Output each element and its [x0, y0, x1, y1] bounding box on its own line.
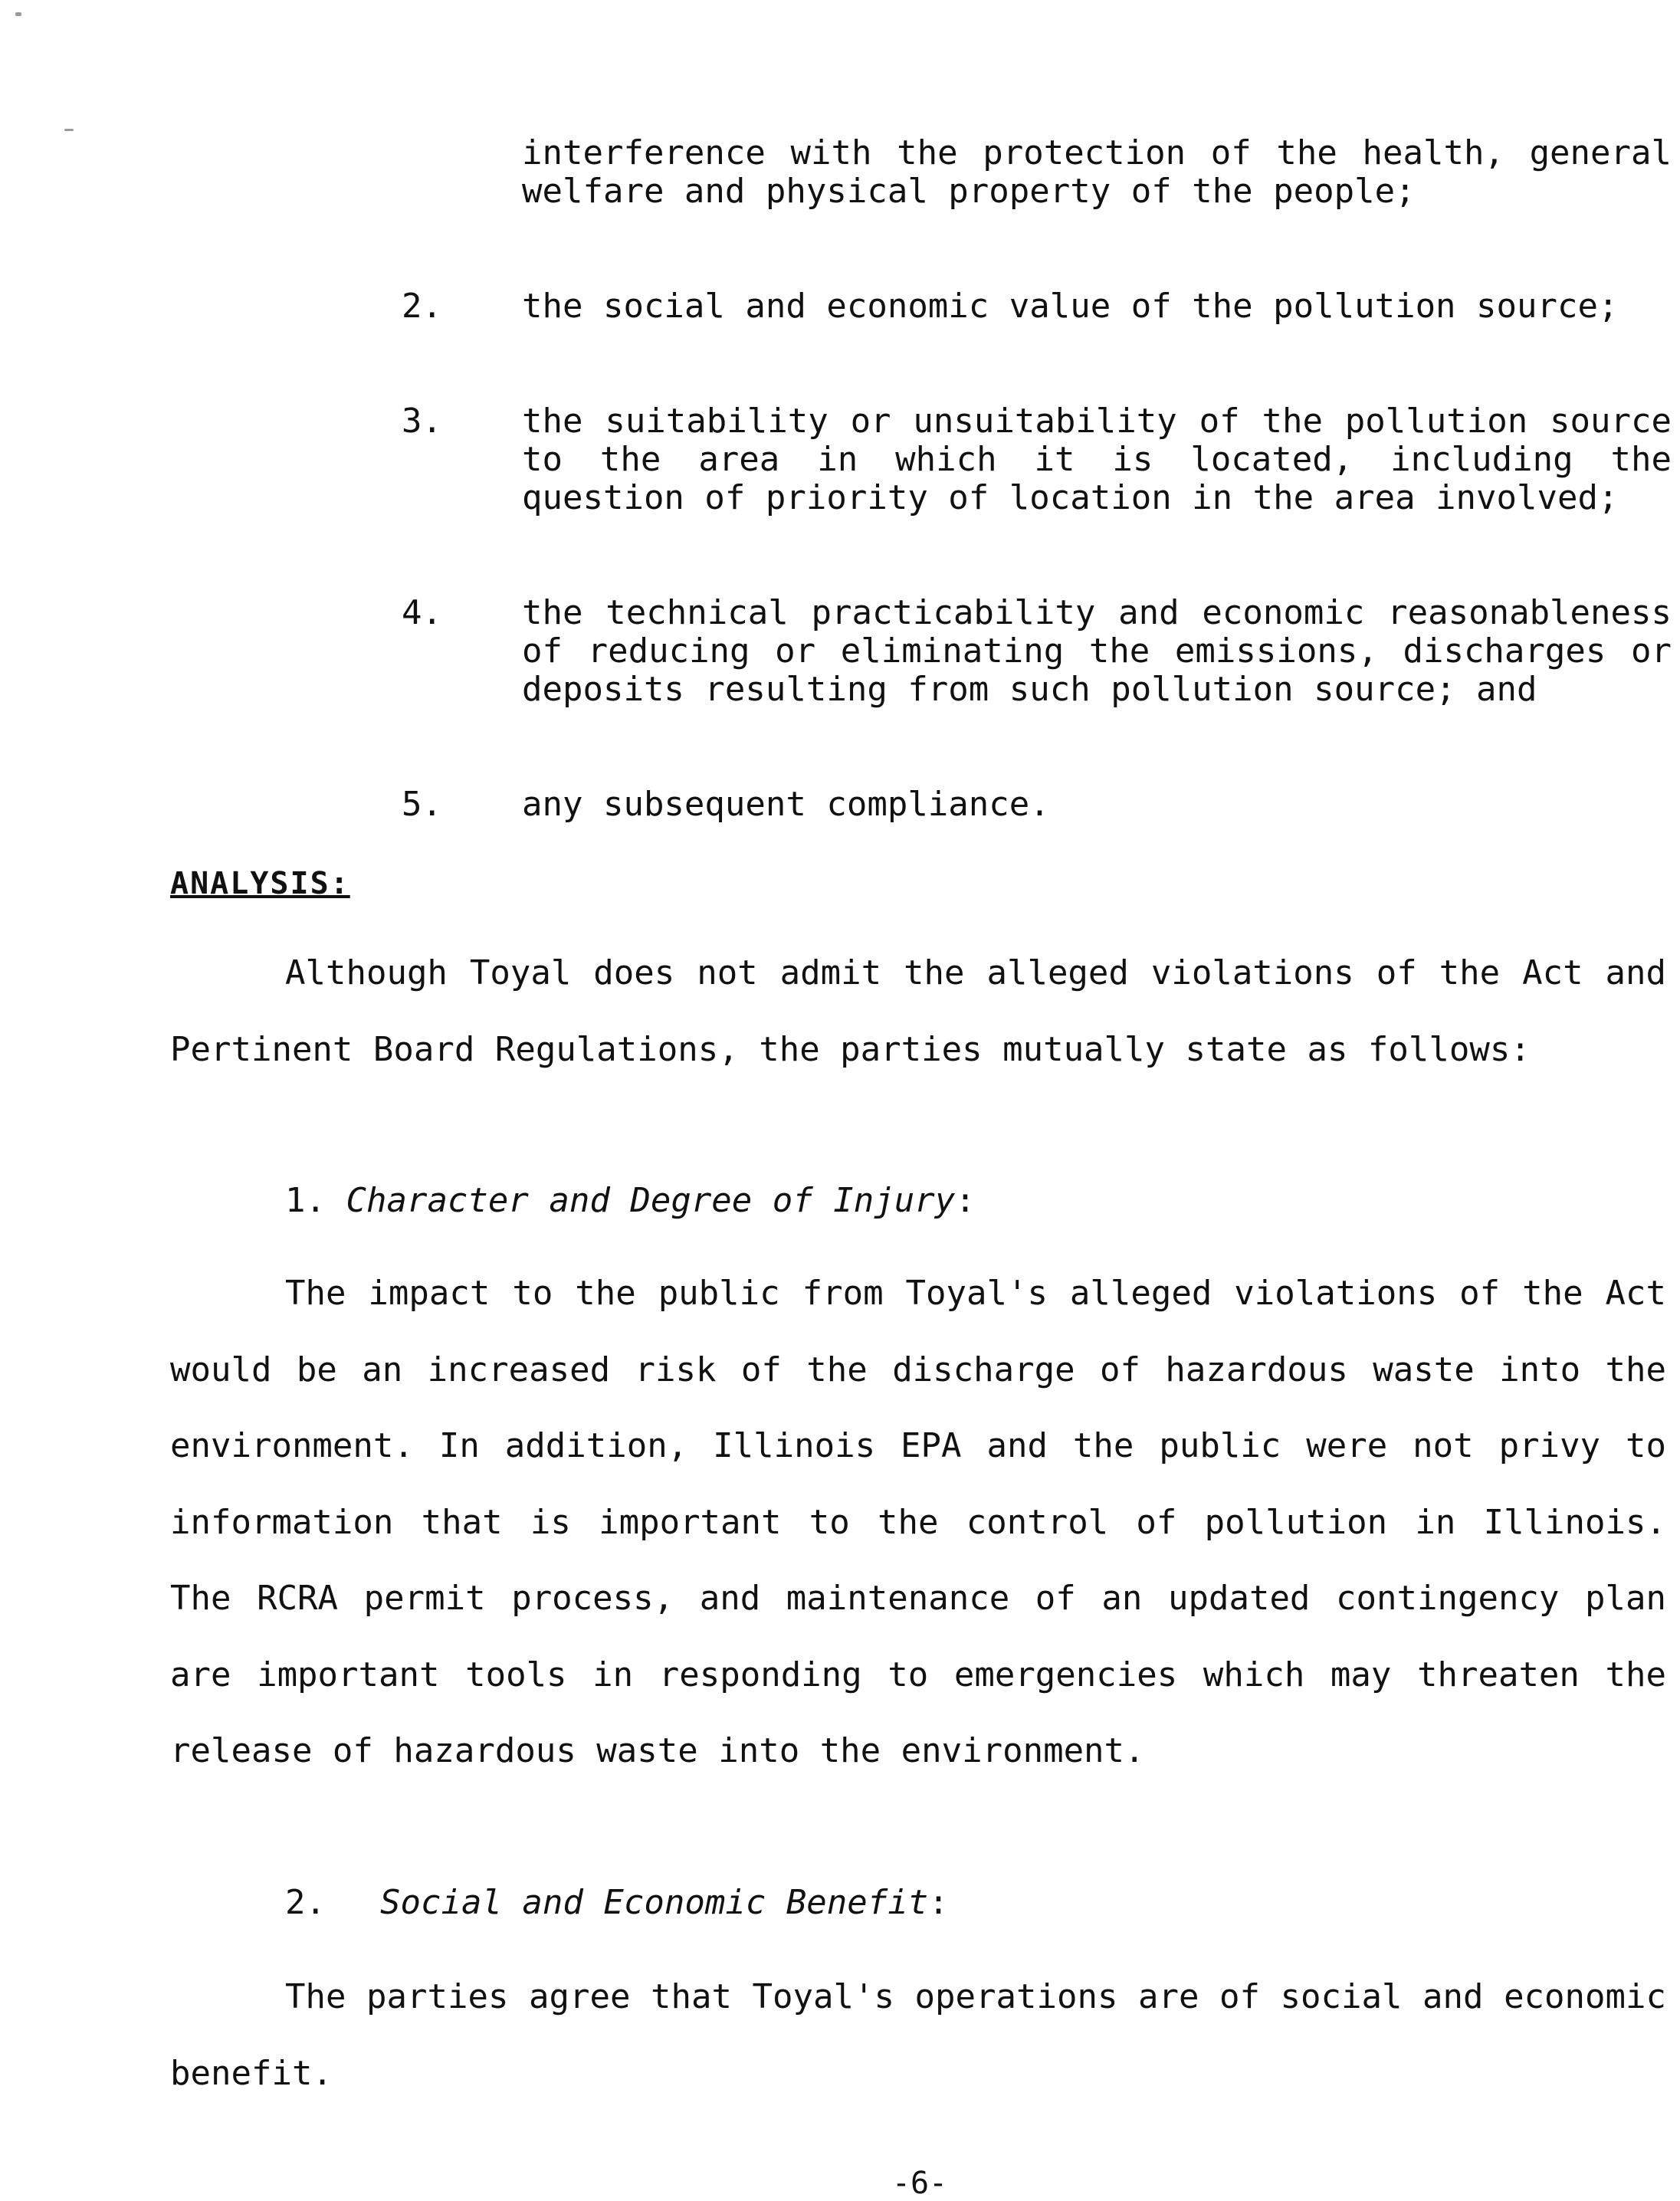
analysis-intro-paragraph: Although Toyal does not admit the alleged violations of the Act and Pertinent Board Regulations, the parties mutually state as follows: — [170, 953, 1666, 1069]
section-title: Social and Economic Benefit — [380, 1883, 929, 1922]
list-item-number: 2. — [402, 287, 442, 326]
analysis-heading: ANALYSIS: — [170, 866, 350, 901]
section-number: 1. — [285, 1181, 326, 1220]
list-item-text: the technical practicability and economic reasonableness of reducing or eliminating the emissions, discharges or deposits resulting from such pollution source; and — [522, 593, 1672, 709]
section-1-body: The impact to the public from Toyal's alleged violations of the Act would be an increased risk of the discharge of hazardous waste into the environment. In addition, Illinois EPA and the public were not privy to information that is important to the control of pollution in Illinois. The RCRA permit process, and maintenance of an updated contingency plan are important tools in responding to emergencies which may threaten the release of hazardous waste into the environment. — [170, 1274, 1666, 1770]
list-item-text: the social and economic value of the pollution source; — [522, 287, 1619, 326]
section-number: 2. — [285, 1883, 326, 1922]
section-title: Character and Degree of Injury — [346, 1181, 956, 1220]
page-number: -6- — [891, 2166, 948, 2201]
section-1-heading — [285, 1182, 976, 1220]
list-item-text: interference with the protection of the health, general welfare and physical property of the people; — [522, 133, 1672, 211]
list-item-text: any subsequent compliance. — [522, 785, 1050, 824]
section-colon: : — [928, 1883, 949, 1922]
section-2-body: The parties agree that Toyal's operations are of social and economic benefit. — [170, 1977, 1666, 2093]
list-item-text: the suitability or unsuitability of the pollution source to the area in which it is located, including the question of priority of location in the area involved; — [522, 402, 1672, 517]
scan-speck — [64, 129, 74, 131]
section-2-heading — [285, 1884, 949, 1922]
list-item-number: 5. — [402, 785, 442, 824]
scan-speck — [15, 12, 21, 16]
list-item-number: 3. — [402, 402, 442, 441]
list-item-number: 4. — [402, 593, 442, 632]
section-colon: : — [955, 1181, 976, 1220]
